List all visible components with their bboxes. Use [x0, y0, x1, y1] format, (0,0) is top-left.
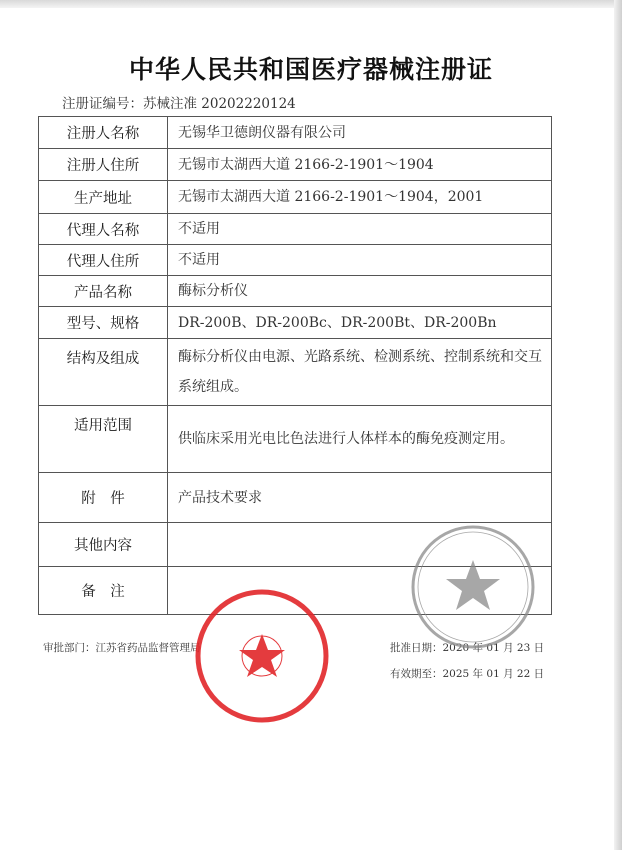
table-row [39, 276, 552, 307]
table-row [39, 149, 552, 181]
row-label: 代理人住所 [39, 245, 168, 276]
row-label: 注册人名称 [39, 117, 168, 149]
table-row [39, 307, 552, 339]
row-value: 无锡市太湖西大道 2166-2-1901～1904 [168, 149, 552, 181]
row-value: 供临床采用光电比色法进行人体样本的酶免疫测定用。 [168, 406, 552, 473]
scan-edge-right [614, 0, 622, 850]
table-row [39, 245, 552, 276]
approval-date: 批准日期：2020 年 01 月 23 日 [390, 642, 545, 654]
row-value: 不适用 [168, 214, 552, 245]
table-row [39, 214, 552, 245]
row-value: 无锡市太湖西大道 2166-2-1901～1904，2001 [168, 181, 552, 214]
table-row [39, 181, 552, 214]
row-value: DR-200B、DR-200Bc、DR-200Bt、DR-200Bn [168, 307, 552, 339]
row-value: 产品技术要求 [168, 473, 552, 523]
row-label: 生产地址 [39, 181, 168, 214]
scan-edge-top [0, 0, 622, 8]
row-label: 其他内容 [39, 523, 168, 567]
row-value: 酶标分析仪由电源、光路系统、检测系统、控制系统和交互系统组成。 [168, 339, 552, 406]
row-label: 结构及组成 [39, 339, 168, 406]
table-row [39, 117, 552, 149]
registration-number: 注册证编号：苏械注准 20202220124 [62, 96, 296, 112]
row-value: 酶标分析仪 [168, 276, 552, 307]
row-label: 适用范围 [39, 406, 168, 473]
expiry-date: 有效期至：2025 年 01 月 22 日 [390, 668, 545, 680]
table-row [39, 473, 552, 523]
row-label: 附 件 [39, 473, 168, 523]
row-label: 代理人名称 [39, 214, 168, 245]
government-seal-icon [408, 522, 538, 652]
row-label: 产品名称 [39, 276, 168, 307]
row-label: 型号、规格 [39, 307, 168, 339]
approval-department: 审批部门：江苏省药品监督管理局 [43, 642, 201, 654]
row-value: 不适用 [168, 245, 552, 276]
company-seal-icon [192, 586, 332, 726]
row-value: 无锡华卫德朗仪器有限公司 [168, 117, 552, 149]
row-label: 注册人住所 [39, 149, 168, 181]
document-title: 中华人民共和国医疗器械注册证 [128, 55, 493, 84]
row-label: 备 注 [39, 567, 168, 615]
table-row [39, 406, 552, 473]
table-row [39, 339, 552, 406]
